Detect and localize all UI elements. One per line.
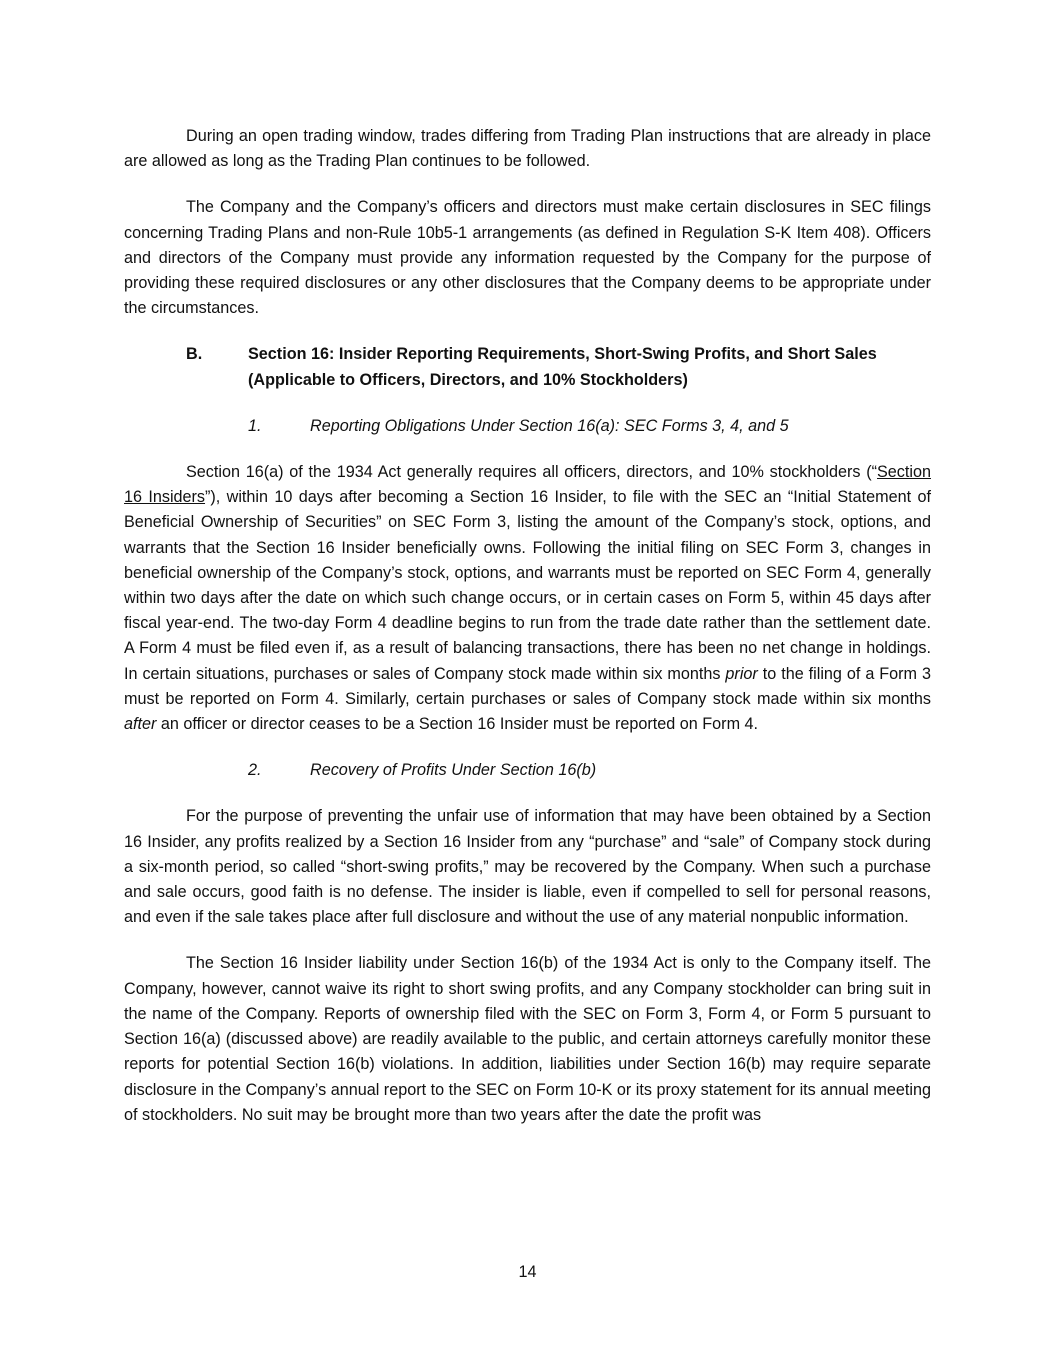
section-b-label: B. (186, 345, 203, 364)
paragraph-liability: The Section 16 Insider liability under Section 16(b) of the 1934 Act is only to the Company itself. The Company, however, cannot waive its right to short swing profits, and any Company stockholder can bring suit in the name of the Company. Reports of ownership filed with the SEC on Form 3, Form 4, or Form 5 pursuant to Section 16(a) (discussed above) are readily available to the public, and certain attorneys carefully monitor these reports for potential Section 16(b) violations. In addition, liabilities under Section 16(b) may require separate disclosure in the Company’s annual report to the SEC on Form 10-K or its proxy statement for its annual meeting of stockholders. No suit may be brought more than two years after the date the profit was (124, 954, 931, 1124)
section-b-title: Section 16: Insider Reporting Requirements, Short-Swing Profits, and Short Sales (Applicable to Officers, Directors, and 10% Stockholders) (248, 345, 877, 389)
text-run: Section 16(a) of the 1934 Act generally requires all officers, directors, and 10% stockholders (“ (186, 463, 877, 482)
item-1-title: Reporting Obligations Under Section 16(a): SEC Forms 3, 4, and 5 (310, 416, 789, 435)
item-2-label: 2. (248, 761, 262, 780)
document-page (124, 124, 931, 1149)
paragraph-disclosures: The Company and the Company’s officers and directors must make certain disclosures in SEC filings concerning Trading Plans and non-Rule 10b5-1 arrangements (as defined in Regulation S-K Item 408). Officers and directors of the Company must provide any information requested by the Company for the purpose of providing these required disclosures or any other disclosures that the Company deems to be appropriate under the circumstances. (124, 198, 931, 318)
text-run: to the filing of a Form 3 must be reported on Form 4. Similarly, certain purchases or sales of Company stock made within six months (124, 664, 931, 708)
page-number: 14 (518, 1263, 537, 1281)
emphasis-after: after (124, 715, 157, 734)
emphasis-prior: prior (725, 664, 758, 683)
text-run: an officer or director ceases to be a Section 16 Insider must be reported on Form 4. (156, 715, 759, 734)
paragraph-recovery-profits: For the purpose of preventing the unfair use of information that may have been obtained by a Section 16 Insider, any profits realized by a Section 16 Insider from any “purchase” and “sale” of Company stock during a six-month period, so called “short-swing profits,” may be recovered by the Company. When such a purchase and sale occurs, good faith is no defense. The insider is liable, even if compelled to sell for personal reasons, and even if the sale takes place after full disclosure and without the use of any material nonpublic information. (124, 807, 931, 927)
text-run: ”), within 10 days after becoming a Section 16 Insider, to file with the SEC an “Initial Statement of Beneficial Ownership of Securities” on SEC Form 3, listing the amount of the Company’s stock, options, and warrants that the Section 16 Insider beneficially owns. Following the initial filing on SEC Form 3, changes in beneficial ownership of the Company’s stock, options, and warrants must be reported on SEC Form 4, generally within two days after the date on which such change occurs, or in certain cases on Form 5, within 45 days after fiscal year-end. The two-day Form 4 deadline begins to run from the trade date rather than the settlement date. A Form 4 must be filed even if, as a result of balancing transactions, there has been no net change in holdings. In certain situations, purchases or sales of Company stock made within six months (124, 488, 931, 683)
item-1-heading (124, 414, 931, 439)
paragraph-section-16a (124, 460, 931, 737)
item-2-title: Recovery of Profits Under Section 16(b) (310, 761, 597, 780)
item-2-heading (124, 758, 931, 783)
item-1-label: 1. (248, 416, 262, 435)
defined-term-section-16-insiders: Section 16 Insiders (124, 463, 931, 507)
paragraph-trading-window: During an open trading window, trades differing from Trading Plan instructions that are already in place are allowed as long as the Trading Plan continues to be followed. (124, 127, 931, 171)
section-b-heading (124, 342, 931, 392)
